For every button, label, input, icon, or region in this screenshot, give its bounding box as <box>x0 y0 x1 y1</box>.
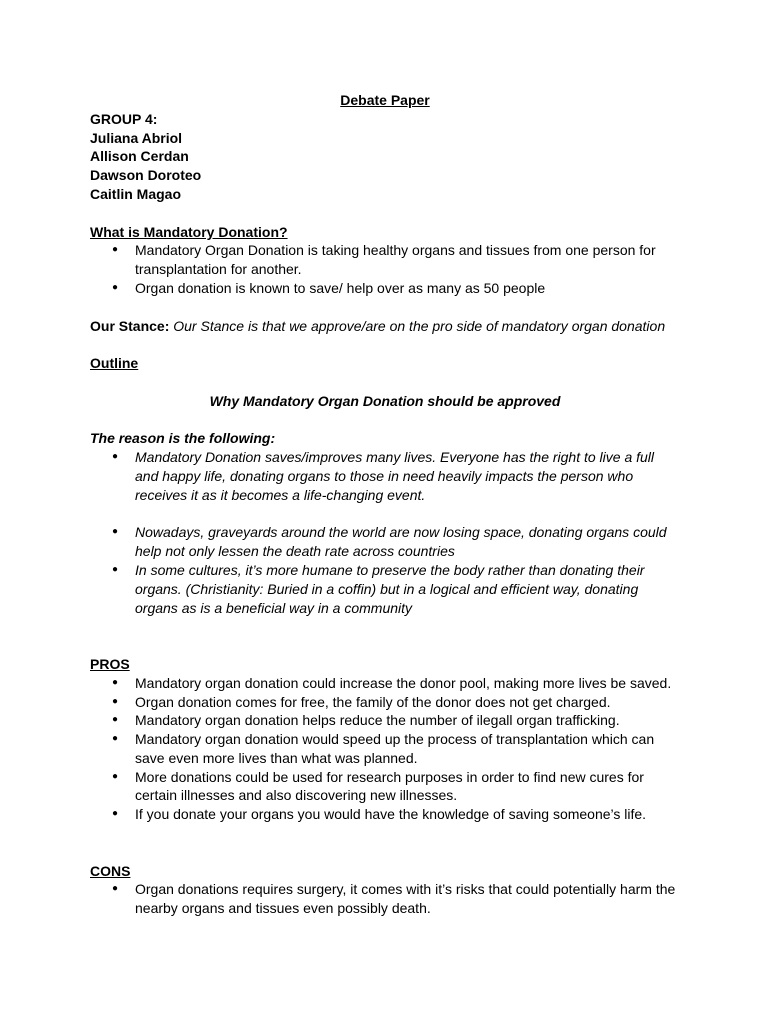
list-item: ● In some cultures, it’s more humane to preserve the body rather than donating their organs. (Christianity: Buried in a coffin) but in a logical and efficient way, donating organs as is a beneficial way in a community <box>90 561 680 617</box>
stance-paragraph <box>90 317 680 336</box>
cons-heading: CONS <box>90 862 131 879</box>
reasons-list <box>90 448 680 504</box>
group-label: GROUP 4: <box>90 110 158 127</box>
list-item: ● Mandatory organ donation would speed up the process of transplantation which can save even more lives than what was planned. <box>90 730 680 768</box>
outline-title: Why Mandatory Organ Donation should be approved <box>209 392 561 409</box>
document-body <box>90 91 680 918</box>
list-item: ● Nowadays, graveyards around the world are now losing space, donating organs could help not only lessen the death rate across countries <box>90 523 680 561</box>
cons-list <box>90 880 680 918</box>
member-name: Juliana Abriol <box>90 129 183 146</box>
list-item: ● Mandatory organ donation could increase the donor pool, making more lives be saved. <box>90 674 680 693</box>
stance-text: Our Stance is that we approve/are on the pro side of mandatory organ donation <box>173 317 666 334</box>
what-list <box>90 241 680 297</box>
reason-heading: The reason is the following: <box>90 430 276 447</box>
list-item: ● Organ donation comes for free, the family of the donor does not get charged. <box>90 693 680 712</box>
outline-heading: Outline <box>90 355 139 372</box>
list-item: ● Mandatory Organ Donation is taking healthy organs and tissues from one person for transplantation for another. <box>90 241 680 279</box>
list-item: ● If you donate your organs you would have the knowledge of saving someone’s life. <box>90 805 680 824</box>
pros-list <box>90 674 680 824</box>
list-item: ● Organ donation is known to save/ help over as many as 50 people <box>90 279 680 298</box>
list-item: ● Organ donations requires surgery, it comes with it’s risks that could potentially harm the nearby organs and tissues even possibly death. <box>90 880 680 918</box>
reasons-list-continued <box>90 523 680 617</box>
member-name: Allison Cerdan <box>90 148 189 165</box>
list-item: ● Mandatory organ donation helps reduce the number of ilegall organ trafficking. <box>90 711 680 730</box>
list-item: ● Mandatory Donation saves/improves many lives. Everyone has the right to live a full and happy life, donating organs to those in need heavily impacts the person who receives it as it becomes a life-changing event. <box>90 448 680 504</box>
document-title: Debate Paper <box>340 92 430 108</box>
member-name: Dawson Doroteo <box>90 167 202 184</box>
stance-label: Our Stance: <box>90 317 170 334</box>
list-item: ● More donations could be used for research purposes in order to find new cures for certain illnesses and also discovering new illnesses. <box>90 768 680 806</box>
pros-heading: PROS <box>90 655 130 672</box>
member-name: Caitlin Magao <box>90 185 182 202</box>
what-heading: What is Mandatory Donation? <box>90 223 288 240</box>
